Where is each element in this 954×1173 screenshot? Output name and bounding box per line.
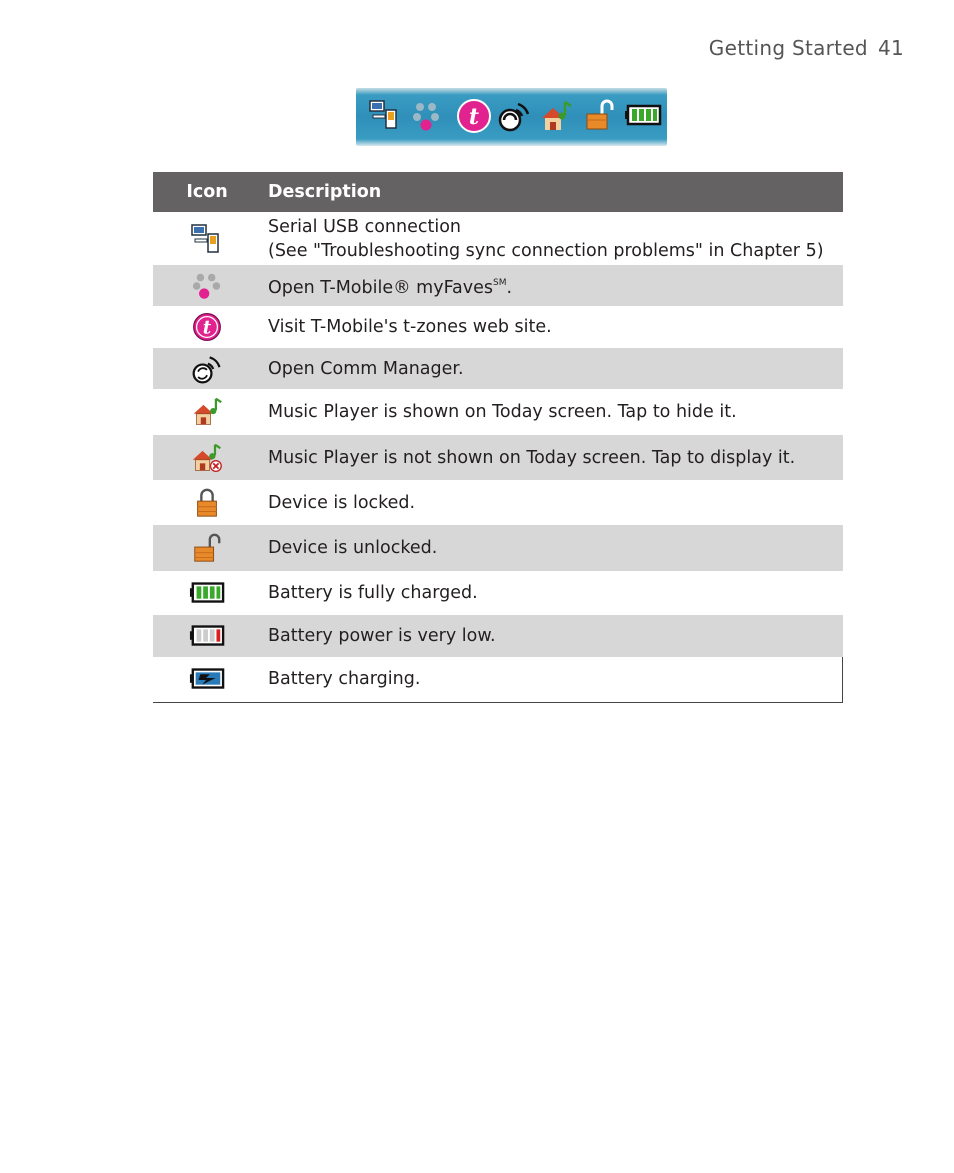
battery-low-icon [189, 623, 225, 649]
table-row [153, 389, 843, 435]
section-title: Getting Started [708, 36, 868, 60]
row-description: Music Player is shown on Today screen. Tap to hide it. [268, 402, 737, 422]
lock-open-icon [191, 532, 223, 564]
table-row [153, 265, 843, 306]
serial-usb-icon [190, 222, 224, 256]
t-zones-icon [456, 98, 492, 134]
description-text: Open T-Mobile® myFaves [268, 278, 493, 298]
row-description: Visit T-Mobile's t-zones web site. [268, 317, 552, 337]
table-row [153, 435, 843, 480]
comm-manager-icon [191, 353, 223, 385]
column-header-icon: Icon [153, 172, 261, 212]
myfaves-icon [191, 270, 223, 302]
music-player-hidden-icon [191, 442, 223, 474]
table-row [153, 306, 843, 348]
row-description: Device is locked. [268, 492, 416, 513]
myfaves-icon [410, 98, 444, 132]
t-zones-icon [192, 312, 222, 342]
lock-open-icon [582, 98, 618, 134]
service-mark: SM [493, 278, 507, 288]
svg-text:t: t [468, 104, 480, 130]
table-header-row [153, 172, 843, 212]
row-description [261, 212, 843, 265]
description-line: Serial USB connection [268, 216, 461, 237]
row-description: Open Comm Manager. [261, 348, 843, 389]
row-description: Battery charging. [261, 657, 843, 702]
title-bar-icon-strip [356, 88, 667, 146]
row-description: Battery is fully charged. [268, 583, 478, 603]
description-line: (See "Troubleshooting sync connection problems" in Chapter 5) [268, 240, 824, 261]
table-row [153, 480, 843, 525]
serial-usb-icon [368, 98, 402, 132]
row-description: Music Player is not shown on Today screen. Tap to display it. [261, 435, 843, 480]
lock-closed-icon [192, 487, 222, 519]
table-row [153, 212, 843, 265]
music-player-shown-icon [538, 98, 574, 134]
battery-full-icon [624, 98, 662, 134]
row-description: Open T-Mobile® myFaves℠. [261, 265, 843, 306]
page-header [709, 36, 904, 60]
table-row [153, 615, 843, 657]
page-number: 41 [877, 36, 904, 60]
battery-charging-icon [189, 666, 225, 692]
battery-full-icon [189, 580, 225, 606]
icon-description-table [153, 172, 843, 703]
row-description: Battery power is very low. [261, 615, 843, 657]
table-row [153, 657, 843, 702]
row-description: Device is unlocked. [261, 525, 843, 571]
music-player-shown-icon [191, 396, 223, 428]
svg-text:t: t [202, 317, 212, 339]
table-row [153, 525, 843, 571]
column-header-description: Description [261, 172, 843, 212]
table-row [153, 571, 843, 615]
comm-manager-icon [496, 98, 532, 134]
table-row [153, 348, 843, 389]
